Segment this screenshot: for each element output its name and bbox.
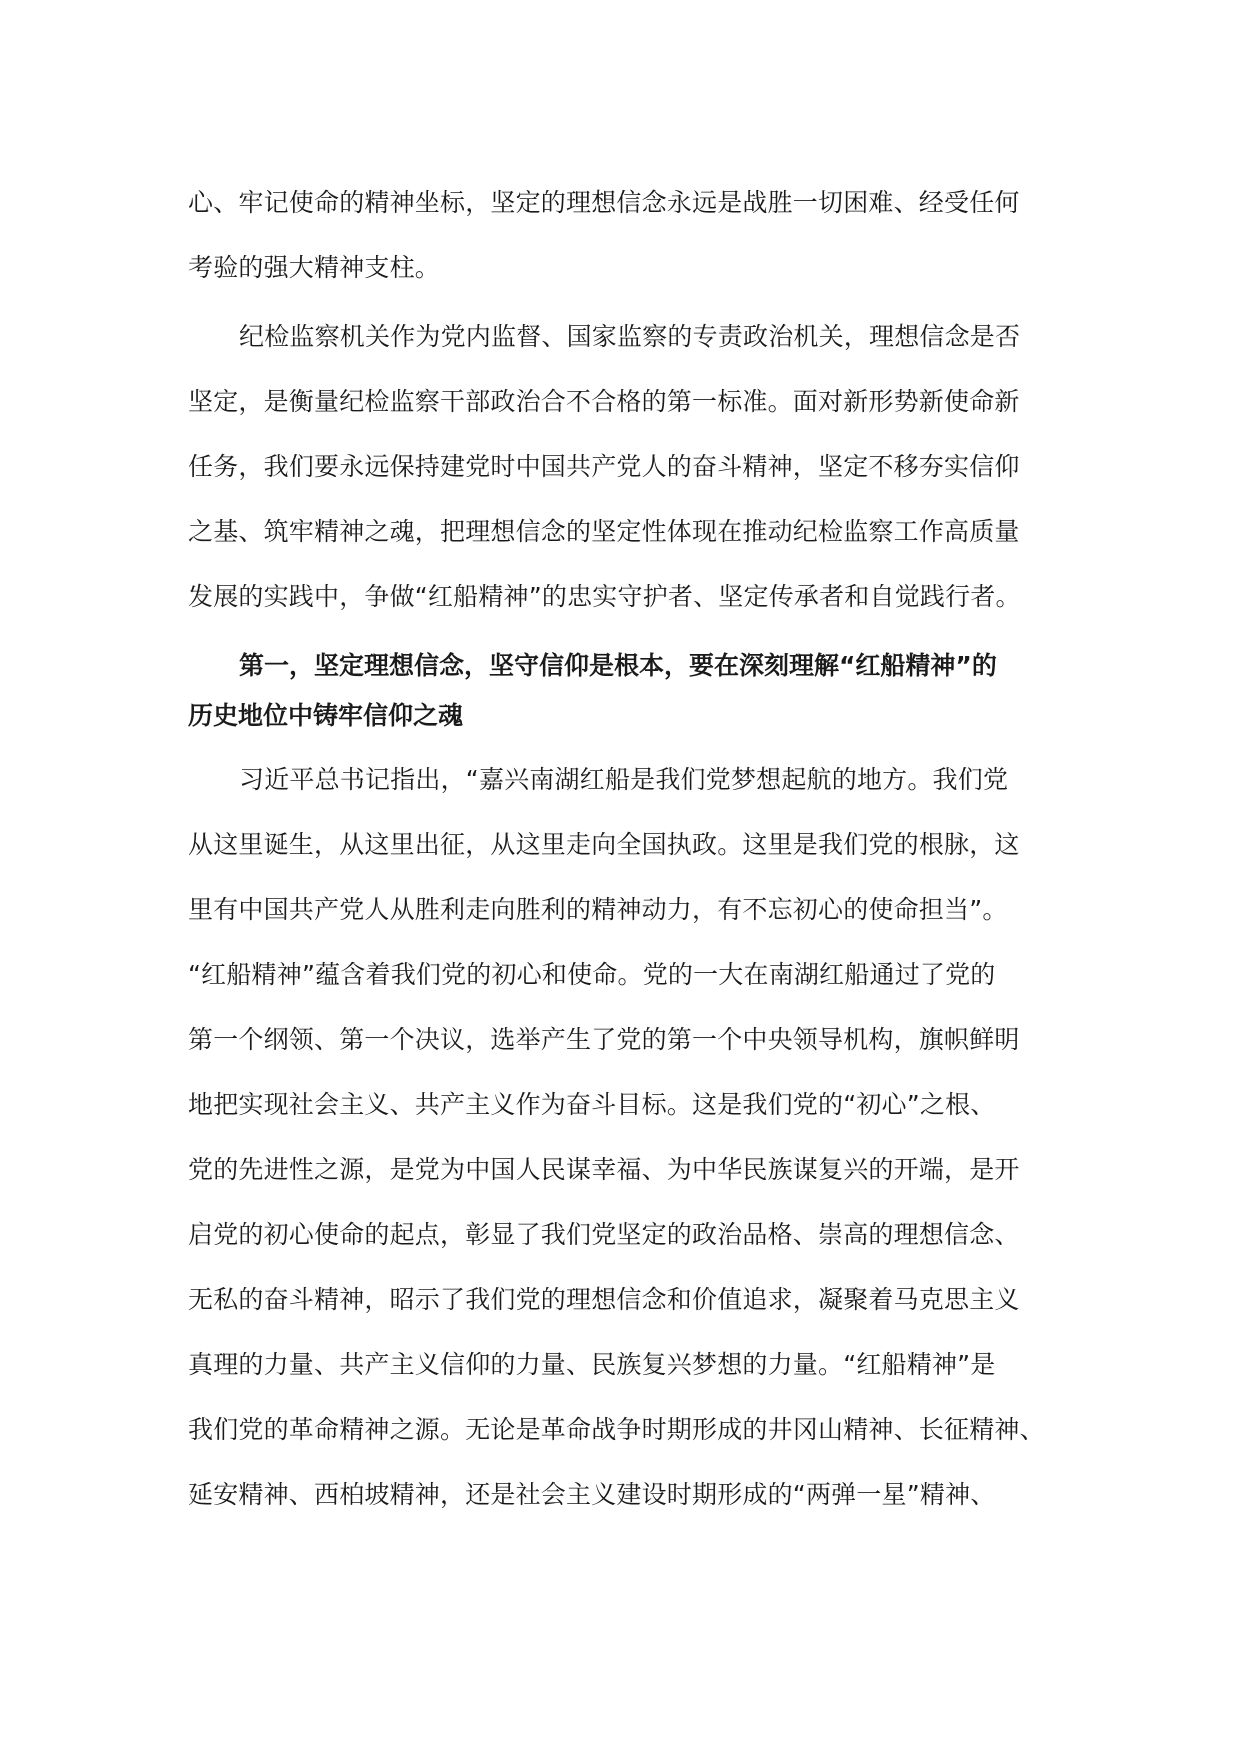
- text-line: 我们党的革命精神之源。无论是革命战争时期形成的井冈山精神、长征精神、: [188, 1415, 1045, 1444]
- text-line: 党的先进性之源，是党为中国人民谋幸福、为中华民族谋复兴的开端，是开: [188, 1155, 1020, 1184]
- heading-line: 第一，坚定理想信念，坚守信仰是根本，要在深刻理解“红船精神”的: [239, 651, 997, 680]
- text-line: 第一个纲领、第一个决议，选举产生了党的第一个中央领导机构，旗帜鲜明: [188, 1025, 1020, 1054]
- text-line: 之基、筑牢精神之魂，把理想信念的坚定性体现在推动纪检监察工作高质量: [188, 517, 1020, 546]
- document-body: [188, 170, 1068, 1527]
- text-line: 无私的奋斗精神，昭示了我们党的理想信念和价值追求，凝聚着马克思主义: [188, 1285, 1020, 1314]
- paragraph-3: [188, 747, 1068, 1527]
- text-line: 真理的力量、共产主义信仰的力量、民族复兴梦想的力量。“红船精神”是: [188, 1350, 996, 1379]
- text-line: 纪检监察机关作为党内监督、国家监察的专责政治机关，理想信念是否: [239, 322, 1021, 351]
- text-line: “红船精神”蕴含着我们党的初心和使命。党的一大在南湖红船通过了党的: [188, 960, 996, 989]
- text-line: 习近平总书记指出，“嘉兴南湖红船是我们党梦想起航的地方。我们党: [239, 765, 1009, 794]
- text-line: 发展的实践中，争做“红船精神”的忠实守护者、坚定传承者和自觉践行者。: [188, 582, 1021, 611]
- text-line: 地把实现社会主义、共产主义作为奋斗目标。这是我们党的“初心”之根、: [188, 1090, 996, 1119]
- text-line: 从这里诞生，从这里出征，从这里走向全国执政。这里是我们党的根脉，这: [188, 830, 1020, 859]
- text-line: 启党的初心使命的起点，彰显了我们党坚定的政治品格、崇高的理想信念、: [188, 1220, 1020, 1249]
- text-line: 延安精神、西柏坡精神，还是社会主义建设时期形成的“两弹一星”精神、: [188, 1480, 996, 1509]
- paragraph-2: [188, 304, 1068, 629]
- text-line: 考验的强大精神支柱。: [188, 253, 441, 282]
- paragraph-1: [188, 170, 1068, 300]
- text-line: 坚定，是衡量纪检监察干部政治合不合格的第一标准。面对新形势新使命新: [188, 387, 1020, 416]
- text-line: 心、牢记使命的精神坐标，坚定的理想信念永远是战胜一切困难、经受任何: [188, 188, 1020, 217]
- text-line: 任务，我们要永远保持建党时中国共产党人的奋斗精神，坚定不移夯实信仰: [188, 452, 1020, 481]
- heading-line: 历史地位中铸牢信仰之魂: [188, 701, 464, 730]
- section-heading-1: [188, 641, 1068, 741]
- text-line: 里有中国共产党人从胜利走向胜利的精神动力，有不忘初心的使命担当”。: [188, 895, 1008, 924]
